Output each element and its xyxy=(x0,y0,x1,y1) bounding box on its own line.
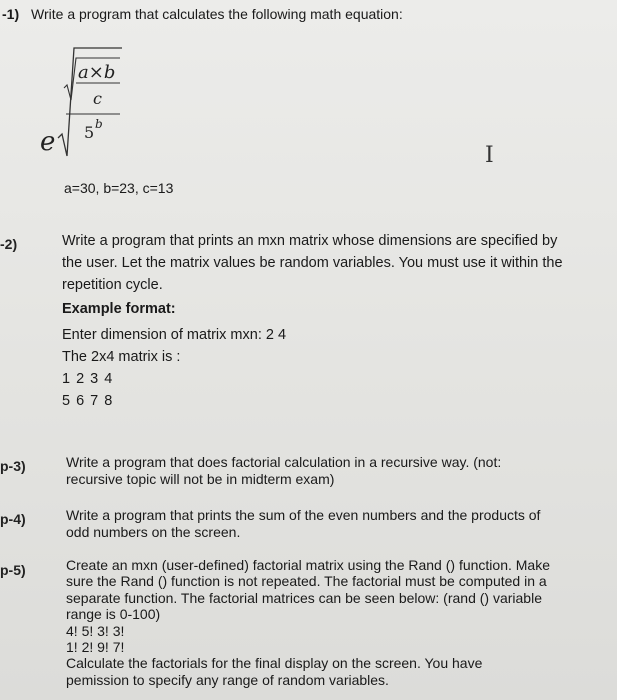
question-5-line-1: Create an mxn (user-defined) factorial matrix using the Rand () function. Make xyxy=(66,557,550,573)
formula-power-base: 5 xyxy=(84,123,95,142)
question-4-line-1: Write a program that prints the sum of the even numbers and the products of xyxy=(66,507,541,523)
question-1-label: -1) xyxy=(2,6,20,22)
question-3-body xyxy=(66,454,606,488)
question-5-line-4: range is 0-100) xyxy=(66,606,161,623)
question-5-line-8: pemission to specify any range of random variables. xyxy=(66,671,389,688)
math-formula xyxy=(40,38,150,168)
question-3-line-2: recursive topic will not be in midterm exam) xyxy=(66,471,335,487)
formula-values: a=30, b=23, c=13 xyxy=(64,180,174,196)
question-5-line-6: 1! 2! 9! 7! xyxy=(66,639,125,656)
question-5-line-3: separate function. The factorial matrices can be seen below: (rand () variable xyxy=(66,589,542,606)
question-2-line-1: Write a program that prints an mxn matrix whose dimensions are specified by xyxy=(62,233,558,249)
example-row-1: 1 2 3 4 xyxy=(62,371,114,387)
question-2-line-3: repetition cycle. xyxy=(62,277,163,293)
question-4-label: p-4) xyxy=(0,511,26,527)
question-2-line-2: the user. Let the matrix values be random variables. You must use it within the xyxy=(62,255,563,271)
question-5-line-5: 4! 5! 3! 3! xyxy=(66,622,125,639)
question-5-line-7: Calculate the factorials for the final display on the screen. You have xyxy=(66,655,483,672)
example-result: The 2x4 matrix is : xyxy=(62,349,181,365)
example-row-2: 5 6 7 8 xyxy=(62,393,114,409)
question-5-line-2: sure the Rand () function is not repeated. The factorial must be computed in a xyxy=(66,573,547,590)
question-2-label: -2) xyxy=(0,236,18,252)
example-heading: Example format: xyxy=(62,301,176,317)
question-4-line-2: odd numbers on the screen. xyxy=(66,524,241,540)
formula-denominator-inner: c xyxy=(93,89,102,108)
text-cursor-icon: I xyxy=(485,143,494,168)
formula-base: e xyxy=(40,127,56,157)
formula-graphic xyxy=(40,38,150,168)
example-prompt: Enter dimension of matrix mxn: 2 4 xyxy=(62,327,287,343)
formula-numerator: a×b xyxy=(78,62,116,83)
question-4-body xyxy=(66,507,606,541)
question-3-line-1: Write a program that does factorial calculation in a recursive way. (not: xyxy=(66,454,502,470)
question-2-body xyxy=(62,230,612,412)
formula-power-exp: b xyxy=(95,117,103,131)
question-1 xyxy=(2,6,403,22)
question-5-body xyxy=(66,557,611,688)
question-5-label: p-5) xyxy=(0,562,26,578)
question-3-label: p-3) xyxy=(0,458,26,474)
question-1-text: Write a program that calculates the following math equation: xyxy=(31,6,403,22)
